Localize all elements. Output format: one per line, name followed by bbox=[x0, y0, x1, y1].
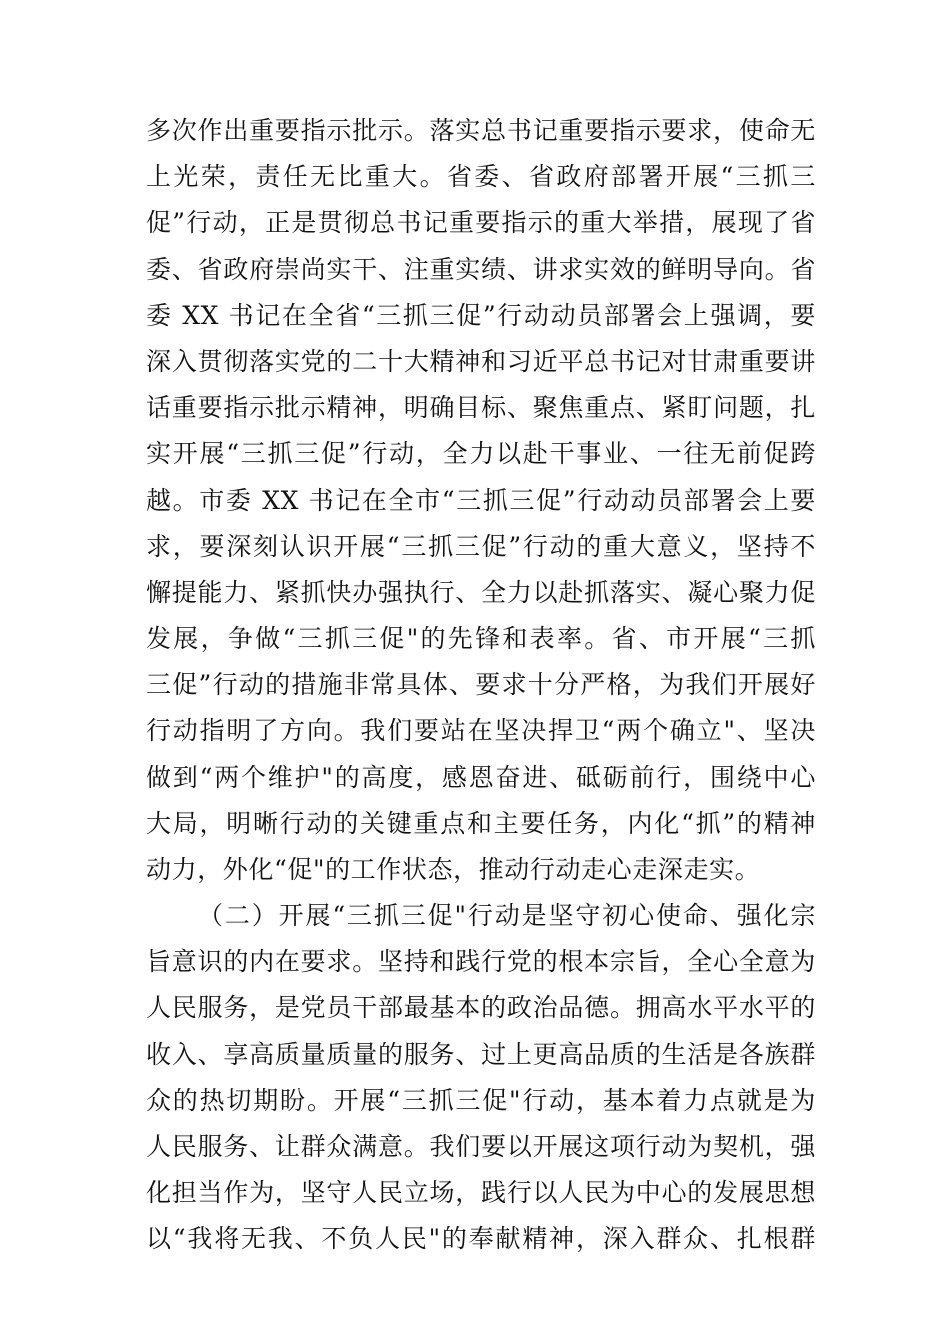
text-line: 越。市委 XX 书记在全市“三抓三促”行动动员部署会上要 bbox=[146, 485, 816, 515]
text-line: 做到“两个维护"的高度，感恩奋进、砥砺前行，围绕中心 bbox=[146, 762, 816, 792]
text-line: 发展，争做“三抓三促"的先锋和表率。省、市开展“三抓 bbox=[146, 624, 816, 654]
text-line: 众的热切期盼。开展“三抓三促"行动，基本着力点就是为 bbox=[146, 1085, 816, 1115]
text-line: 上光荣，责任无比重大。省委、省政府部署开展“三抓三 bbox=[146, 162, 816, 192]
section-heading-line: （二）开展“三抓三促"行动是坚守初心使命、强化宗 bbox=[198, 901, 816, 930]
text-line: 懈提能力、紧抓快办强执行、全力以赴抓落实、凝心聚力促 bbox=[146, 577, 816, 607]
text-line: 话重要指示批示精神，明确目标、聚焦重点、紧盯问题，扎 bbox=[146, 393, 816, 423]
text-line: 大局，明晰行动的关键重点和主要任务，内化“抓”的精神 bbox=[146, 808, 816, 838]
text-line: 动力，外化“促"的工作状态，推动行动走心走深走实。 bbox=[146, 855, 761, 884]
text-line: 委、省政府崇尚实干、注重实绩、讲求实效的鲜明导向。省 bbox=[146, 254, 816, 284]
text-line: 深入贯彻落实党的二十大精神和习近平总书记对甘肃重要讲 bbox=[146, 346, 816, 376]
text-line: 人民服务，是党员干部最基本的政治品德。拥高水平水平的 bbox=[146, 993, 816, 1023]
paragraph-1 bbox=[146, 108, 816, 893]
text-line: 求，要深刻认识开展“三抓三促”行动的重大意义，坚持不 bbox=[146, 531, 816, 561]
paragraph-2 bbox=[146, 893, 816, 1263]
text-line: 旨意识的内在要求。坚持和践行党的根本宗旨，全心全意为 bbox=[146, 947, 816, 977]
text-line: 三促”行动的措施非常具体、要求十分严格，为我们开展好 bbox=[146, 670, 816, 700]
text-line: 多次作出重要指示批示。落实总书记重要指示要求，使命无 bbox=[146, 116, 816, 145]
text-line: 委 XX 书记在全省“三抓三促”行动动员部署会上强调，要 bbox=[146, 300, 816, 330]
text-line: 以“我将无我、不负人民"的奉献精神，深入群众、扎根群 bbox=[146, 1224, 816, 1254]
text-line: 行动指明了方向。我们要站在坚决捍卫“两个确立"、坚决 bbox=[146, 716, 816, 746]
text-line: 人民服务、让群众满意。我们要以开展这项行动为契机，强 bbox=[146, 1131, 816, 1161]
text-line: 收入、享高质量质量的服务、过上更高品质的生活是各族群 bbox=[146, 1039, 816, 1069]
text-line: 化担当作为，坚守人民立场，践行以人民为中心的发展思想 bbox=[146, 1178, 816, 1208]
text-line: 实开展“三抓三促”行动，全力以赴干事业、一往无前促跨 bbox=[146, 439, 816, 469]
text-line: 促”行动，正是贯彻总书记重要指示的重大举措，展现了省 bbox=[146, 208, 816, 238]
